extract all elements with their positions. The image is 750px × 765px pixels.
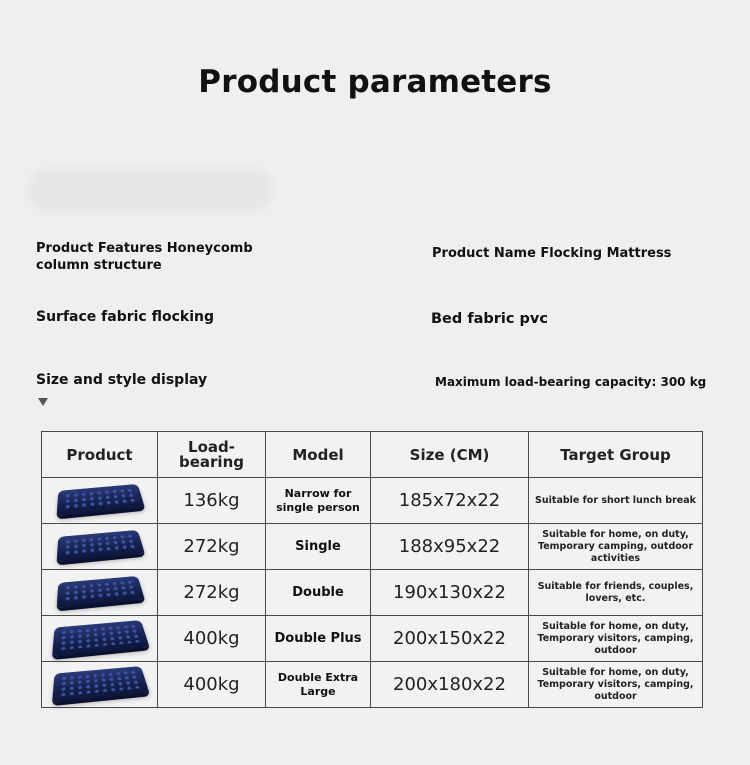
size-value: 190x130x22 <box>371 570 529 616</box>
page-title: Product parameters <box>198 64 552 100</box>
size-value: 185x72x22 <box>371 478 529 524</box>
load-value: 136kg <box>158 478 266 524</box>
product-image-cell <box>42 524 158 570</box>
product-features: Product Features Honeycomb column structure <box>36 241 253 273</box>
target-value: Suitable for short lunch break <box>529 478 703 524</box>
triangle-down-icon <box>38 398 48 406</box>
size-value: 200x180x22 <box>371 662 529 708</box>
table-row <box>42 616 703 662</box>
table-row <box>42 524 703 570</box>
load-value: 400kg <box>158 616 266 662</box>
size-value: 200x150x22 <box>371 616 529 662</box>
table-row <box>42 570 703 616</box>
header-load-bearing: Load-bearing <box>158 432 266 478</box>
model-value: Double Extra Large <box>266 662 371 708</box>
header-size: Size (CM) <box>371 432 529 478</box>
target-value: Suitable for home, on duty, Temporary visitors, camping, outdoor <box>529 662 703 708</box>
model-value: Double <box>266 570 371 616</box>
bed-fabric: Bed fabric pvc <box>431 311 548 327</box>
max-load-capacity: Maximum load-bearing capacity: 300 kg <box>435 375 707 389</box>
blurred-decoration <box>28 168 273 212</box>
air-mattress-image <box>52 666 150 703</box>
product-image-cell <box>42 616 158 662</box>
surface-fabric: Surface fabric flocking <box>36 309 214 325</box>
model-value: Double Plus <box>266 616 371 662</box>
air-mattress-image <box>52 620 150 657</box>
load-value: 400kg <box>158 662 266 708</box>
air-mattress-image <box>56 483 144 516</box>
header-model: Model <box>266 432 371 478</box>
size-style-heading: Size and style display <box>36 372 208 388</box>
product-image-cell <box>42 662 158 708</box>
air-mattress-image <box>56 575 144 608</box>
product-image-cell <box>42 478 158 524</box>
load-value: 272kg <box>158 524 266 570</box>
load-value: 272kg <box>158 570 266 616</box>
product-image-cell <box>42 570 158 616</box>
model-value: Narrow for single person <box>266 478 371 524</box>
header-target-group: Target Group <box>529 432 703 478</box>
table-row <box>42 478 703 524</box>
spec-table <box>41 431 703 708</box>
table-row <box>42 662 703 708</box>
header-product: Product <box>42 432 158 478</box>
table-header-row <box>42 432 703 478</box>
model-value: Single <box>266 524 371 570</box>
size-value: 188x95x22 <box>371 524 529 570</box>
target-value: Suitable for home, on duty, Temporary visitors, camping, outdoor <box>529 616 703 662</box>
target-value: Suitable for home, on duty, Temporary camping, outdoor activities <box>529 524 703 570</box>
target-value: Suitable for friends, couples, lovers, etc. <box>529 570 703 616</box>
air-mattress-image <box>56 529 144 562</box>
product-name: Product Name Flocking Mattress <box>432 246 672 261</box>
